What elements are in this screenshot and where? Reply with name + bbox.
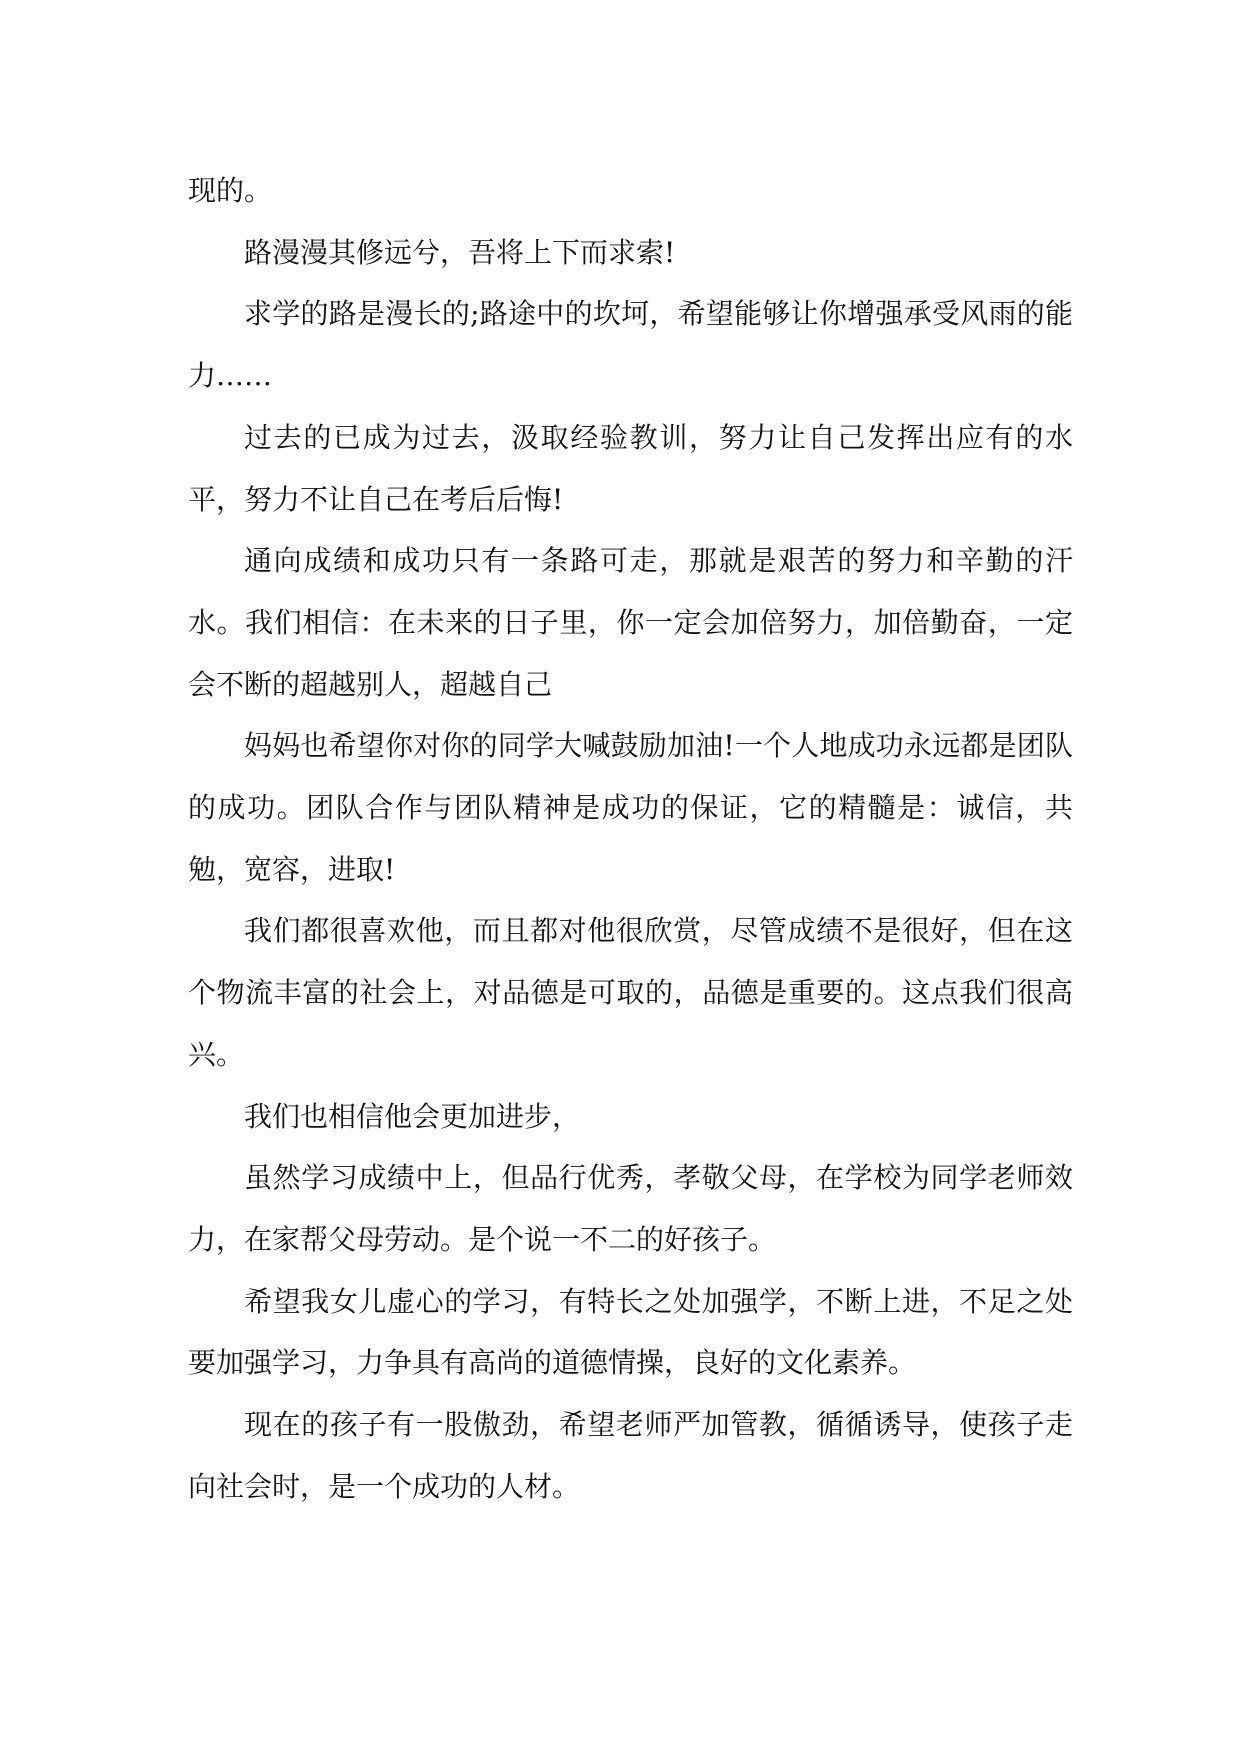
paragraph: 求学的路是漫长的;路途中的坎坷，希望能够让你增强承受风雨的能力…… [188, 297, 1073, 393]
paragraph: 虽然学习成绩中上，但品行优秀，孝敬父母，在学校为同学老师效力，在家帮父母劳动。是个说一不二的好孩子。 [188, 1161, 1073, 1256]
paragraph: 路漫漫其修远兮，吾将上下而求索! [244, 235, 676, 269]
paragraph: 希望我女儿虚心的学习，有特长之处加强学，不断上进，不足之处要加强学习，力争具有高尚的道德情操，良好的文化素养。 [188, 1284, 1073, 1380]
paragraph: 现的。 [188, 174, 273, 207]
paragraph: 通向成绩和成功只有一条路可走，那就是艰苦的努力和辛勤的汗水。我们相信：在未来的日子里，你一定会加倍努力，加倍勤奋，一定会不断的超越别人，超越自己 [188, 544, 1073, 701]
paragraph: 过去的已成为过去，汲取经验教训，努力让自己发挥出应有的水平，努力不让自己在考后后悔! [188, 420, 1073, 516]
paragraph: 我们也相信他会更加进步， [244, 1099, 581, 1133]
paragraph: 现在的孩子有一股傲劲，希望老师严加管教，循循诱导，使孩子走向社会时，是一个成功的人材。 [188, 1408, 1073, 1503]
document-body [188, 160, 1073, 1517]
paragraph: 我们都很喜欢他，而且都对他很欣赏，尽管成绩不是很好，但在这个物流丰富的社会上，对品德是可取的，品德是重要的。这点我们很高兴。 [188, 914, 1073, 1071]
paragraph: 妈妈也希望你对你的同学大喊鼓励加油!一个人地成功永远都是团队的成功。团队合作与团队精神是成功的保证，它的精髓是：诚信，共勉，宽容，进取! [188, 729, 1073, 886]
